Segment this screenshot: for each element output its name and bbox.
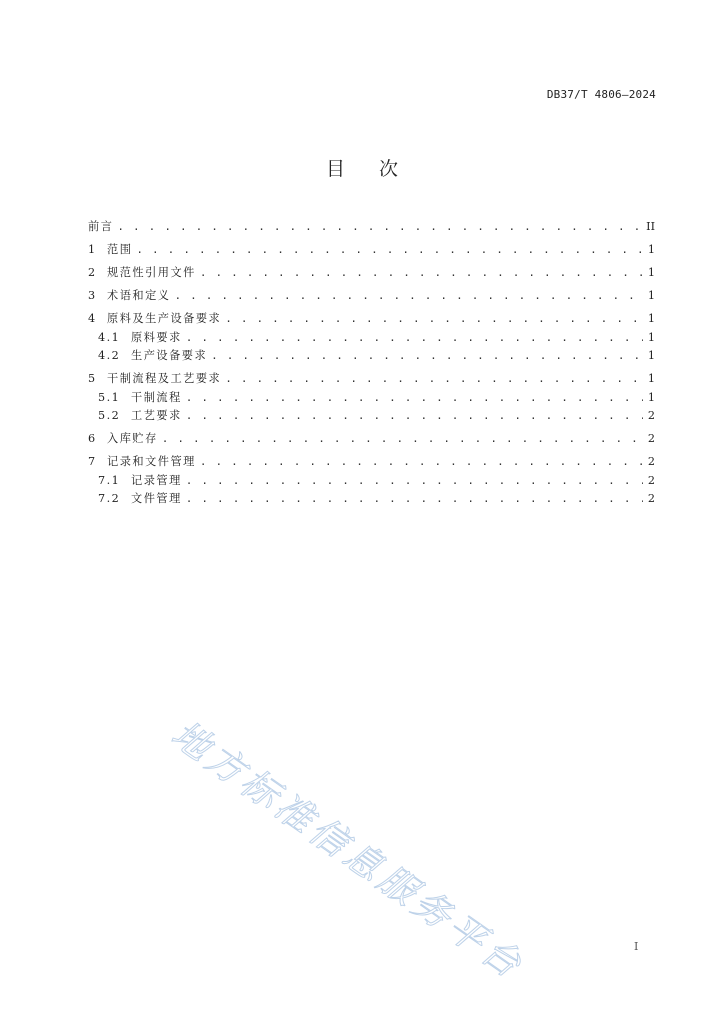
watermark: 地方标准信息服务平台 <box>163 712 533 989</box>
toc-entry[interactable] <box>88 347 655 366</box>
toc-dot-leader <box>200 266 643 279</box>
toc-entry[interactable] <box>88 287 655 306</box>
toc-dot-leader <box>186 331 643 344</box>
toc-entry-label: 工艺要求 <box>131 409 182 422</box>
toc-entry-label: 术语和定义 <box>107 289 171 302</box>
toc-entry-number: 4 <box>88 312 96 325</box>
toc-entry-number: 7 <box>88 455 96 468</box>
toc-entry-label: 生产设备要求 <box>131 349 208 362</box>
toc-dot-leader <box>117 220 642 233</box>
toc-entry-number: 2 <box>88 266 96 279</box>
page-number: I <box>634 940 639 953</box>
toc-entry-label: 原料要求 <box>131 330 182 344</box>
toc-entry[interactable] <box>88 472 655 491</box>
table-of-contents <box>88 218 655 509</box>
toc-entry-label: 前言 <box>88 220 114 233</box>
toc-entry[interactable] <box>88 264 655 283</box>
toc-dot-leader <box>225 312 643 325</box>
toc-entry-label: 入库贮存 <box>107 432 158 445</box>
toc-entry[interactable] <box>88 329 655 348</box>
toc-entry-number: 5.2 <box>98 409 121 422</box>
toc-entry-page: 1 <box>647 372 655 385</box>
toc-dot-leader <box>186 409 643 422</box>
toc-entry[interactable] <box>88 407 655 426</box>
toc-entry-number: 5.1 <box>98 390 121 404</box>
toc-entry[interactable] <box>88 310 655 329</box>
toc-entry-label: 规范性引用文件 <box>107 266 196 279</box>
toc-entry-number: 4.2 <box>98 349 121 362</box>
page-title: 目次 <box>325 158 432 180</box>
toc-dot-leader <box>186 391 643 404</box>
toc-entry-number: 1 <box>88 243 96 256</box>
toc-entry-label: 范围 <box>107 243 133 256</box>
toc-entry-label: 记录和文件管理 <box>107 455 196 468</box>
toc-entry-page: 1 <box>647 390 655 404</box>
toc-entry-page: 2 <box>647 409 655 422</box>
toc-dot-leader <box>225 372 643 385</box>
toc-dot-leader <box>186 492 643 505</box>
toc-entry-page: 1 <box>647 289 655 302</box>
toc-dot-leader <box>211 349 643 362</box>
toc-entry-page: 2 <box>647 492 655 505</box>
toc-entry-number: 7.2 <box>98 492 121 505</box>
toc-entry[interactable] <box>88 490 655 509</box>
toc-entry-page: 1 <box>647 312 655 325</box>
toc-entry-number: 5 <box>88 372 96 385</box>
toc-dot-leader <box>162 432 643 445</box>
toc-entry[interactable] <box>88 389 655 408</box>
toc-entry-label: 文件管理 <box>131 492 182 505</box>
document-code: DB37/T 4806—2024 <box>546 88 656 101</box>
toc-dot-leader <box>186 474 643 487</box>
toc-entry-page: 1 <box>647 349 655 362</box>
toc-entry-page: 2 <box>647 432 655 445</box>
toc-entry-number: 6 <box>88 432 96 445</box>
toc-entry-page: 2 <box>647 473 655 487</box>
toc-entry-page: 1 <box>647 243 655 256</box>
toc-dot-leader <box>174 289 643 302</box>
toc-entry-number: 7.1 <box>98 473 121 487</box>
toc-entry-page: 1 <box>647 266 655 279</box>
toc-entry[interactable] <box>88 218 655 237</box>
toc-entry-page: 2 <box>647 455 655 468</box>
toc-entry-page: II <box>646 220 655 233</box>
toc-dot-leader <box>136 243 643 256</box>
toc-dot-leader <box>200 455 643 468</box>
toc-entry-number: 4.1 <box>98 330 121 344</box>
toc-entry-label: 记录管理 <box>131 473 182 487</box>
toc-entry-label: 原料及生产设备要求 <box>107 312 222 325</box>
toc-entry[interactable] <box>88 453 655 472</box>
toc-entry[interactable] <box>88 370 655 389</box>
toc-entry-label: 干制流程 <box>131 390 182 404</box>
toc-entry-label: 干制流程及工艺要求 <box>107 372 222 385</box>
toc-entry[interactable] <box>88 241 655 260</box>
toc-entry-number: 3 <box>88 289 96 302</box>
toc-entry[interactable] <box>88 430 655 449</box>
toc-entry-page: 1 <box>647 330 655 344</box>
